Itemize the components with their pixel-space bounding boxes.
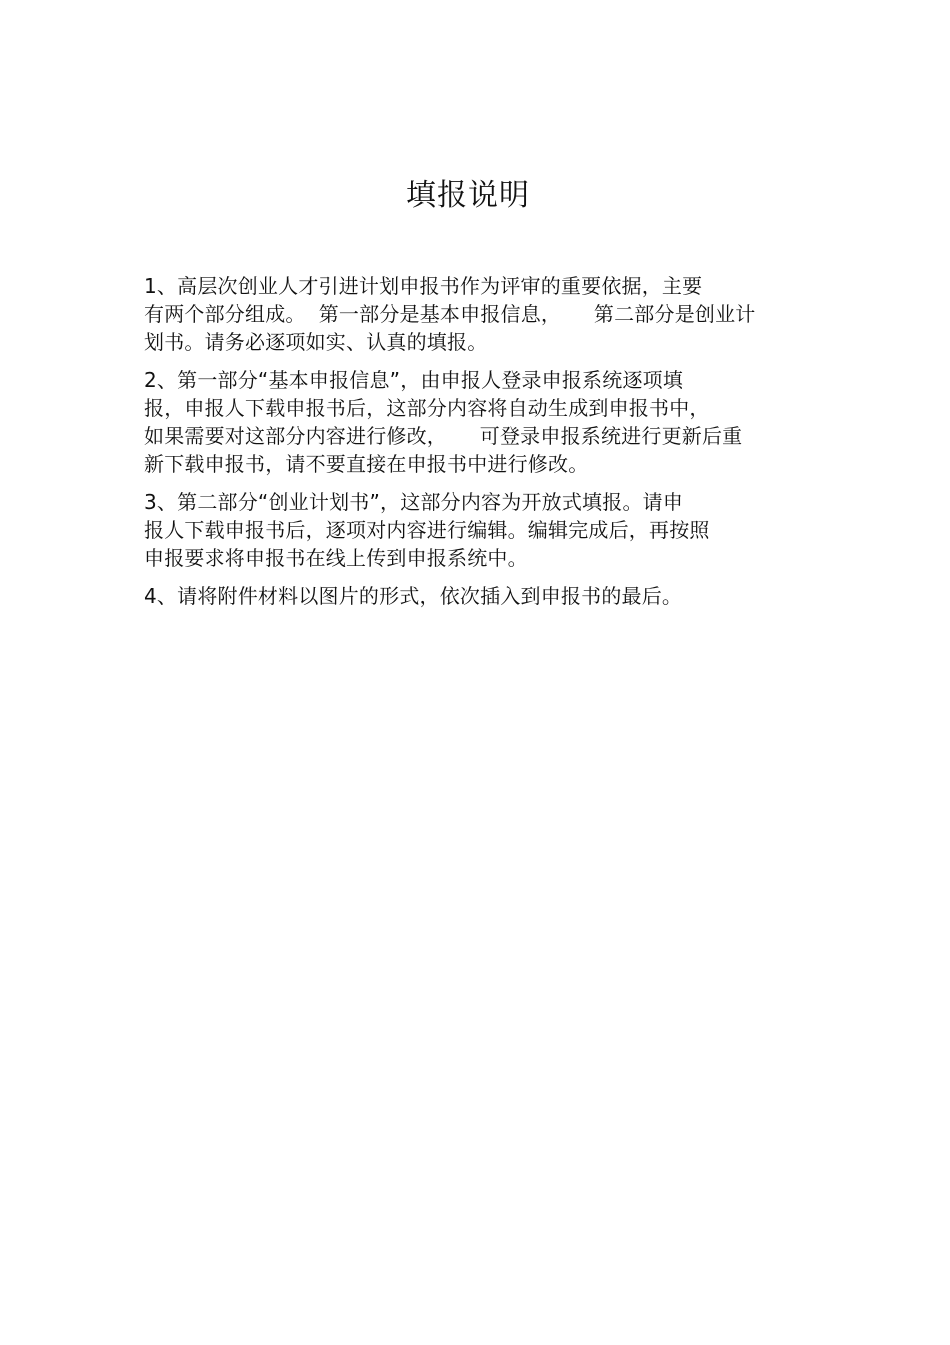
page-title: 填报说明 xyxy=(406,178,530,213)
instructions-body xyxy=(144,272,804,620)
text-line: 3、第二部分“创业计划书”，这部分内容为开放式填报。请申 xyxy=(144,490,684,514)
instruction-paragraph-4 xyxy=(144,582,804,610)
text-line: 划书。请务必逐项如实、认真的填报。 xyxy=(144,330,488,354)
text-line: 报，申报人下载申报书后，这部分内容将自动生成到申报书中， xyxy=(144,396,710,420)
text-line: 有两个部分组成。 第一部分是基本申报信息， 第二部分是创业计 xyxy=(144,302,756,326)
instruction-paragraph-1 xyxy=(144,272,804,356)
text-line: 2、第一部分“基本申报信息”，由申报人登录申报系统逐项填 xyxy=(144,368,684,392)
text-line: 4、请将附件材料以图片的形式，依次插入到申报书的最后。 xyxy=(144,584,683,608)
instruction-paragraph-3 xyxy=(144,488,804,572)
text-line: 报人下载申报书后，逐项对内容进行编辑。编辑完成后，再按照 xyxy=(144,518,710,542)
text-line: 申报要求将申报书在线上传到申报系统中。 xyxy=(144,546,528,570)
text-line: 如果需要对这部分内容进行修改， 可登录申报系统进行更新后重 xyxy=(144,424,743,448)
instruction-paragraph-2 xyxy=(144,366,804,478)
text-line: 1、高层次创业人才引进计划申报书作为评审的重要依据，主要 xyxy=(144,274,703,298)
text-line: 新下载申报书，请不要直接在申报书中进行修改。 xyxy=(144,452,589,476)
